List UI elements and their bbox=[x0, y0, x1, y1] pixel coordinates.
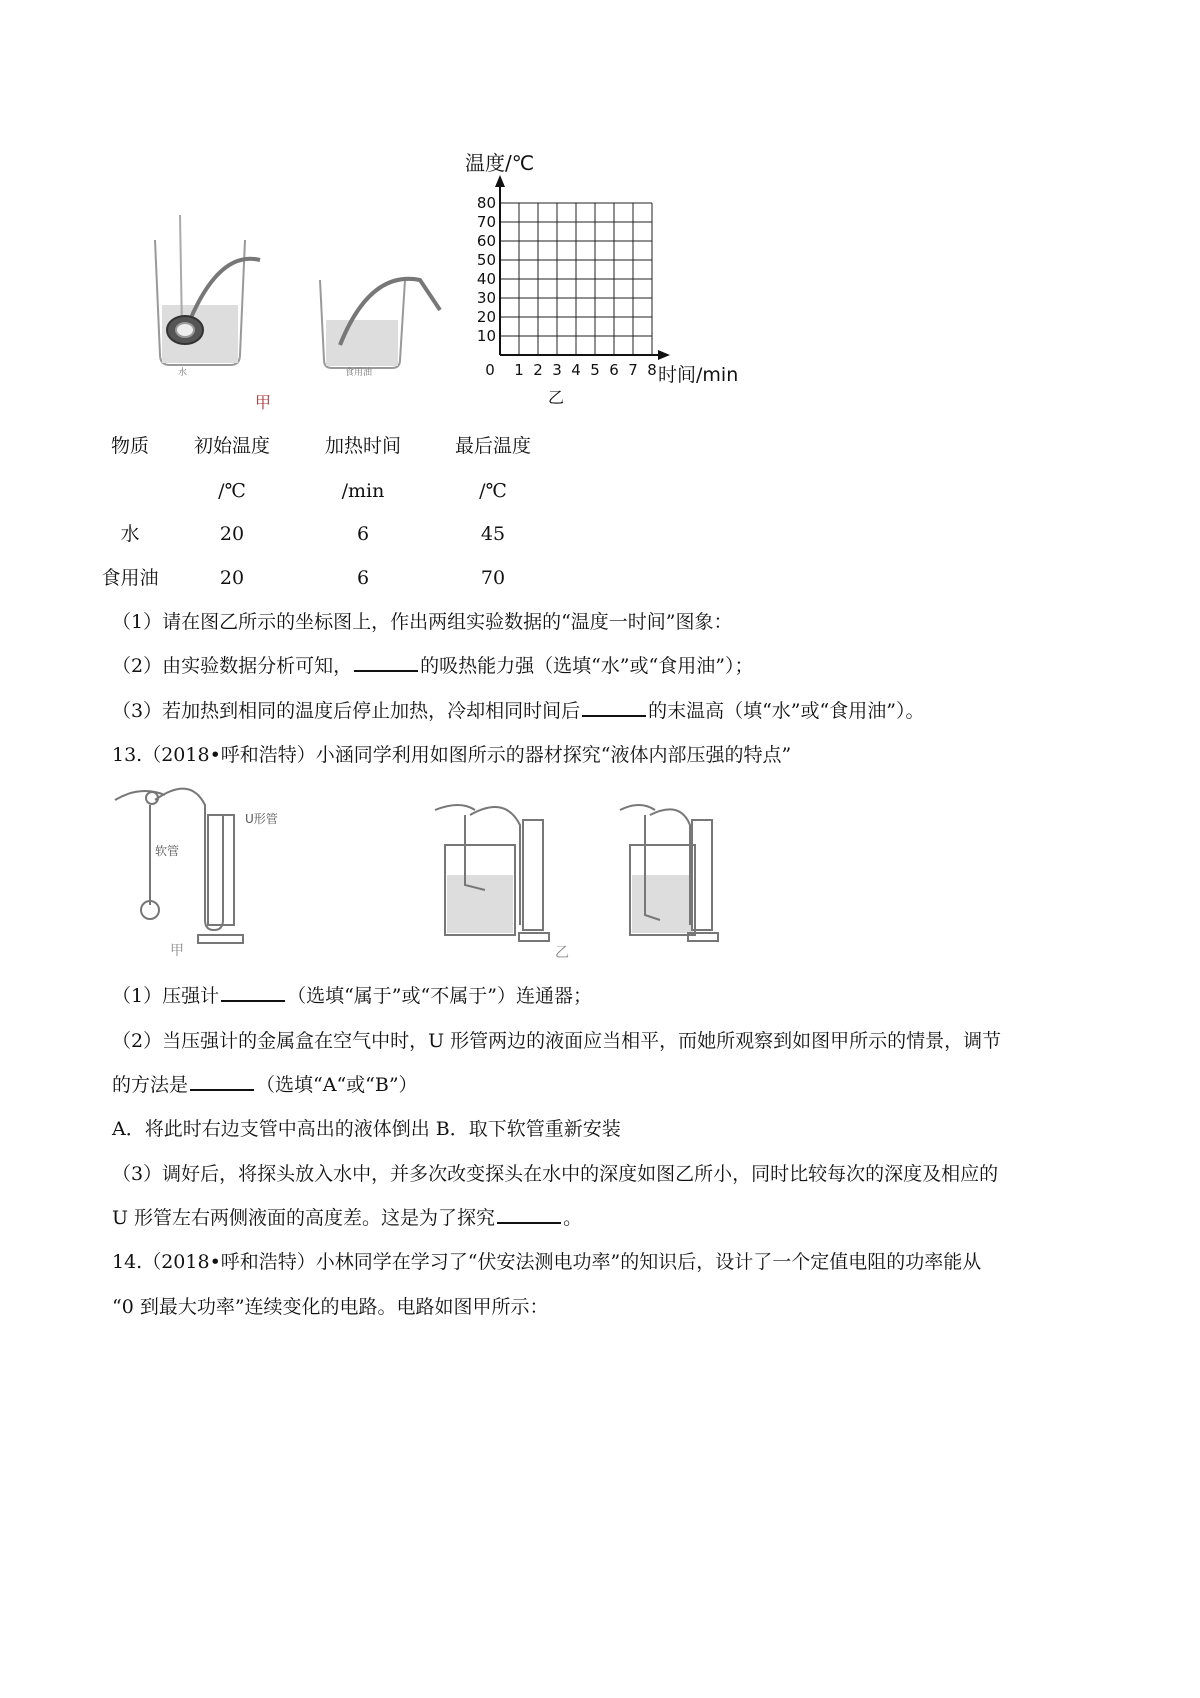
table-unit: /℃ bbox=[479, 480, 507, 502]
beaker-figure bbox=[130, 210, 460, 410]
x-tick-label: 1 bbox=[514, 361, 524, 379]
q13-part1-text-a: （1）压强计 bbox=[112, 985, 220, 1007]
q13-part1 bbox=[112, 982, 592, 1010]
y-tick-label: 30 bbox=[476, 289, 496, 307]
y-axis-arrow-icon bbox=[495, 175, 505, 187]
answer-blank[interactable] bbox=[582, 697, 646, 717]
table-cell: 70 bbox=[480, 567, 506, 589]
y-tick-label: 40 bbox=[476, 270, 496, 288]
table-cell: 6 bbox=[356, 523, 370, 545]
y-tick-label: 60 bbox=[476, 232, 496, 250]
table-cell: 水 bbox=[120, 523, 140, 545]
table-unit: /min bbox=[341, 480, 385, 502]
x-tick-label: 0 bbox=[485, 361, 495, 379]
table-unit: /℃ bbox=[218, 480, 246, 502]
table-cell: 6 bbox=[356, 567, 370, 589]
q13-part2-line1: （2）当压强计的金属盒在空气中时，U 形管两边的液面应当相平，而她所观察到如图甲所示的情景，调节 bbox=[112, 1030, 1002, 1052]
q12-part3-text-a: （3）若加热到相同的温度后停止加热，冷却相同时间后 bbox=[112, 700, 581, 722]
pressure-gauge-illustration bbox=[110, 780, 740, 965]
figure-caption-jia: 甲 bbox=[255, 393, 272, 412]
q12-part3-text-b: 的末温高（填“水”或“食用油”）。 bbox=[648, 700, 925, 722]
x-tick-label: 4 bbox=[571, 361, 581, 379]
q13-part3-text-b: 。 bbox=[563, 1207, 583, 1229]
pressure-gauge-figure bbox=[110, 780, 740, 965]
table-cell: 45 bbox=[480, 523, 506, 545]
q13-title: 13.（2018•呼和浩特）小涵同学利用如图所示的器材探究“液体内部压强的特点” bbox=[112, 744, 792, 766]
y-tick-label: 50 bbox=[476, 251, 496, 269]
y-tick-label: 20 bbox=[476, 308, 496, 326]
answer-blank[interactable] bbox=[354, 652, 418, 672]
table-header: 物质 bbox=[110, 435, 149, 457]
y-tick-label: 80 bbox=[476, 194, 496, 212]
y-axis-label: 温度/℃ bbox=[465, 151, 535, 175]
answer-blank[interactable] bbox=[190, 1071, 254, 1091]
x-tick-label: 8 bbox=[647, 361, 657, 379]
q14-line1: 14.（2018•呼和浩特）小林同学在学习了“伏安法测电功率”的知识后，设计了一个定值电阻的功率能从 bbox=[112, 1251, 982, 1273]
q13-part3-text-a: U 形管左右两侧液面的高度差。这是为了探究 bbox=[112, 1207, 496, 1229]
table-header: 加热时间 bbox=[324, 435, 401, 457]
figure-caption-jia: 甲 bbox=[170, 943, 184, 959]
table-header: 最后温度 bbox=[454, 435, 531, 457]
q12-part3 bbox=[112, 697, 924, 725]
beaker-left-label: 水 bbox=[178, 368, 188, 378]
answer-blank[interactable] bbox=[497, 1204, 561, 1224]
beaker-right-label: 食用油 bbox=[345, 368, 373, 378]
x-axis-arrow-icon bbox=[658, 350, 670, 360]
q13-part1-text-b: （选填“属于”或“不属于”）连通器； bbox=[287, 985, 592, 1007]
hose-label: 软管 bbox=[155, 844, 180, 858]
graph-caption-yi: 乙 bbox=[548, 388, 565, 407]
q13-part3-line1: （3）调好后，将探头放入水中，并多次改变探头在水中的深度如图乙所小，同时比较每次的深度及相应的 bbox=[112, 1163, 999, 1185]
table-cell: 食用油 bbox=[101, 567, 159, 589]
q13-part2-text-a: 的方法是 bbox=[112, 1074, 189, 1096]
x-axis-label: 时间/min bbox=[658, 364, 739, 386]
x-tick-label: 5 bbox=[590, 361, 600, 379]
q13-part3-line2 bbox=[112, 1204, 582, 1232]
q12-part1: （1）请在图乙所示的坐标图上，作出两组实验数据的“温度一时间”图象： bbox=[112, 611, 733, 633]
u-tube-label: U形管 bbox=[245, 812, 278, 826]
x-tick-label: 3 bbox=[552, 361, 562, 379]
q12-part2-text-a: （2）由实验数据分析可知， bbox=[112, 655, 353, 677]
x-tick-label: 6 bbox=[609, 361, 619, 379]
q12-part2 bbox=[112, 652, 753, 680]
figure-caption-yi: 乙 bbox=[555, 945, 569, 961]
x-tick-label: 7 bbox=[628, 361, 638, 379]
answer-blank[interactable] bbox=[221, 982, 285, 1002]
q13-part2-text-b: （选填“A“或“B”） bbox=[256, 1074, 418, 1096]
q14-line2: “0 到最大功率”连续变化的电路。电路如图甲所示： bbox=[112, 1296, 549, 1318]
beakers-illustration bbox=[130, 210, 460, 410]
y-tick-label: 10 bbox=[476, 327, 496, 345]
table-cell: 20 bbox=[219, 523, 245, 545]
y-tick-label: 70 bbox=[476, 213, 496, 231]
table-cell: 20 bbox=[219, 567, 245, 589]
temperature-time-grid bbox=[460, 145, 760, 415]
q13-options: A．将此时右边支管中高出的液体倒出 B．取下软管重新安装 bbox=[112, 1118, 621, 1140]
table-header: 初始温度 bbox=[193, 435, 270, 457]
x-tick-label: 2 bbox=[533, 361, 543, 379]
q12-part2-text-b: 的吸热能力强（选填“水”或“食用油”）； bbox=[420, 655, 754, 677]
q13-part2-line2 bbox=[112, 1071, 418, 1099]
